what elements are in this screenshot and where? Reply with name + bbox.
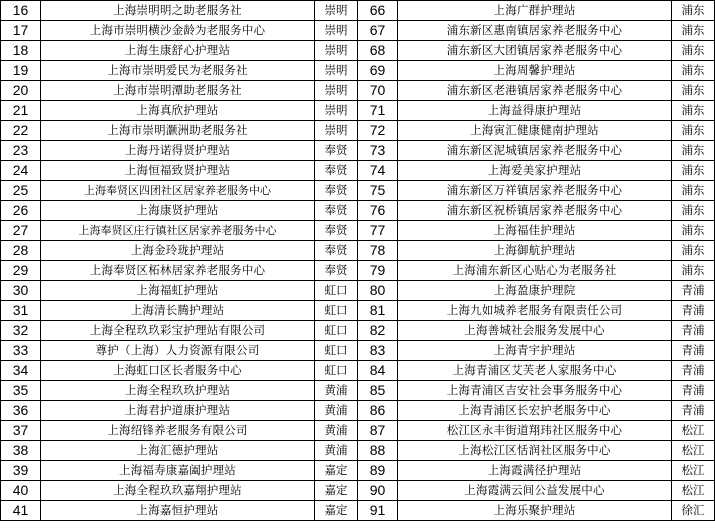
table-row [1, 61, 715, 81]
table-body [1, 1, 715, 521]
right-provider-name-cell: 上海寅汇健康健南护理站 [398, 121, 672, 141]
right-row-number-cell: 88 [358, 441, 398, 461]
right-provider-name-cell: 上海善城社会服务发展中心 [398, 321, 672, 341]
table-row [1, 41, 715, 61]
left-provider-name-cell: 上海真欣护理站 [41, 101, 315, 121]
right-district-cell: 浦东 [672, 41, 715, 61]
left-provider-name-cell: 上海虹口区长者服务中心 [41, 361, 315, 381]
right-district-cell: 浦东 [672, 201, 715, 221]
right-row-number-cell: 83 [358, 341, 398, 361]
right-row-number-cell: 87 [358, 421, 398, 441]
table-row [1, 401, 715, 421]
left-row-number-cell: 25 [1, 181, 41, 201]
left-district-cell: 崇明 [315, 61, 358, 81]
left-row-number-cell: 36 [1, 401, 41, 421]
right-district-cell: 浦东 [672, 261, 715, 281]
right-row-number-cell: 69 [358, 61, 398, 81]
left-row-number-cell: 18 [1, 41, 41, 61]
left-provider-name-cell: 上海崇明明之助老服务社 [41, 1, 315, 21]
table-row [1, 221, 715, 241]
left-provider-name-cell: 上海君护道康护理站 [41, 401, 315, 421]
table-row [1, 121, 715, 141]
right-row-number-cell: 82 [358, 321, 398, 341]
left-district-cell: 奉贤 [315, 241, 358, 261]
right-row-number-cell: 76 [358, 201, 398, 221]
table-row [1, 1, 715, 21]
right-provider-name-cell: 上海御航护理站 [398, 241, 672, 261]
right-row-number-cell: 74 [358, 161, 398, 181]
left-district-cell: 虹口 [315, 341, 358, 361]
right-provider-name-cell: 上海霞满径护理站 [398, 461, 672, 481]
right-row-number-cell: 70 [358, 81, 398, 101]
left-provider-name-cell: 上海福虹护理站 [41, 281, 315, 301]
right-provider-name-cell: 上海松江区恬润社区服务中心 [398, 441, 672, 461]
left-provider-name-cell: 上海福寿康嘉阖护理站 [41, 461, 315, 481]
left-row-number-cell: 30 [1, 281, 41, 301]
right-district-cell: 青浦 [672, 381, 715, 401]
right-district-cell: 青浦 [672, 301, 715, 321]
right-provider-name-cell: 上海青浦区吉安社会事务服务中心 [398, 381, 672, 401]
left-district-cell: 崇明 [315, 81, 358, 101]
right-district-cell: 浦东 [672, 121, 715, 141]
left-provider-name-cell: 上海奉贤区庄行镇社区居家养老服务中心 [41, 221, 315, 241]
table-row [1, 161, 715, 181]
right-provider-name-cell: 上海乐聚护理站 [398, 501, 672, 521]
table-row [1, 201, 715, 221]
right-row-number-cell: 66 [358, 1, 398, 21]
left-district-cell: 黄浦 [315, 401, 358, 421]
left-row-number-cell: 21 [1, 101, 41, 121]
table-row [1, 261, 715, 281]
left-row-number-cell: 23 [1, 141, 41, 161]
right-district-cell: 浦东 [672, 221, 715, 241]
table-row [1, 101, 715, 121]
left-provider-name-cell: 上海奉贤区四团社区居家养老服务中心 [41, 181, 315, 201]
left-provider-name-cell: 上海市崇明潭助老服务社 [41, 81, 315, 101]
right-row-number-cell: 81 [358, 301, 398, 321]
left-district-cell: 嘉定 [315, 481, 358, 501]
left-row-number-cell: 40 [1, 481, 41, 501]
right-provider-name-cell: 浦东新区大团镇居家养老服务中心 [398, 41, 672, 61]
left-district-cell: 崇明 [315, 21, 358, 41]
left-provider-name-cell: 上海全程玖玖嘉翔护理站 [41, 481, 315, 501]
left-row-number-cell: 17 [1, 21, 41, 41]
left-row-number-cell: 34 [1, 361, 41, 381]
table-row [1, 241, 715, 261]
left-provider-name-cell: 上海清长腾护理站 [41, 301, 315, 321]
right-row-number-cell: 79 [358, 261, 398, 281]
right-provider-name-cell: 上海爱美家护理站 [398, 161, 672, 181]
right-row-number-cell: 78 [358, 241, 398, 261]
right-district-cell: 浦东 [672, 241, 715, 261]
left-district-cell: 奉贤 [315, 181, 358, 201]
right-provider-name-cell: 上海青浦区长宏护老服务中心 [398, 401, 672, 421]
left-district-cell: 黄浦 [315, 441, 358, 461]
right-district-cell: 青浦 [672, 361, 715, 381]
table-row [1, 321, 715, 341]
table-row [1, 341, 715, 361]
right-provider-name-cell: 上海九如城养老服务有限责任公司 [398, 301, 672, 321]
left-row-number-cell: 24 [1, 161, 41, 181]
right-district-cell: 浦东 [672, 1, 715, 21]
left-provider-name-cell: 上海奉贤区柘林居家养老服务中心 [41, 261, 315, 281]
right-provider-name-cell: 浦东新区泥城镇居家养老服务中心 [398, 141, 672, 161]
left-row-number-cell: 37 [1, 421, 41, 441]
right-row-number-cell: 73 [358, 141, 398, 161]
right-provider-name-cell: 上海益得康护理站 [398, 101, 672, 121]
left-district-cell: 奉贤 [315, 261, 358, 281]
right-district-cell: 青浦 [672, 321, 715, 341]
left-provider-name-cell: 上海金玲珑护理站 [41, 241, 315, 261]
table-row [1, 421, 715, 441]
right-provider-name-cell: 浦东新区惠南镇居家养老服务中心 [398, 21, 672, 41]
left-district-cell: 嘉定 [315, 461, 358, 481]
left-district-cell: 黄浦 [315, 421, 358, 441]
left-district-cell: 虹口 [315, 321, 358, 341]
table-row [1, 21, 715, 41]
right-row-number-cell: 80 [358, 281, 398, 301]
right-provider-name-cell: 浦东新区万祥镇居家养老服务中心 [398, 181, 672, 201]
left-district-cell: 崇明 [315, 101, 358, 121]
left-row-number-cell: 29 [1, 261, 41, 281]
right-provider-name-cell: 松江区永丰街道翔玮社区服务中心 [398, 421, 672, 441]
table-row [1, 441, 715, 461]
left-district-cell: 奉贤 [315, 221, 358, 241]
right-district-cell: 徐汇 [672, 501, 715, 521]
left-provider-name-cell: 上海市崇明横沙金龄为老服务中心 [41, 21, 315, 41]
left-row-number-cell: 31 [1, 301, 41, 321]
right-district-cell: 浦东 [672, 101, 715, 121]
right-provider-name-cell: 浦东新区老港镇居家养老服务中心 [398, 81, 672, 101]
right-provider-name-cell: 上海广群护理站 [398, 1, 672, 21]
left-row-number-cell: 41 [1, 501, 41, 521]
left-district-cell: 虹口 [315, 281, 358, 301]
left-provider-name-cell: 上海恒福致贤护理站 [41, 161, 315, 181]
right-provider-name-cell: 上海福佳护理站 [398, 221, 672, 241]
right-row-number-cell: 77 [358, 221, 398, 241]
right-district-cell: 浦东 [672, 161, 715, 181]
left-row-number-cell: 33 [1, 341, 41, 361]
right-provider-name-cell: 上海盈康护理院 [398, 281, 672, 301]
table-row [1, 501, 715, 521]
left-row-number-cell: 22 [1, 121, 41, 141]
right-row-number-cell: 86 [358, 401, 398, 421]
right-row-number-cell: 68 [358, 41, 398, 61]
right-row-number-cell: 71 [358, 101, 398, 121]
right-row-number-cell: 89 [358, 461, 398, 481]
right-provider-name-cell: 上海周馨护理站 [398, 61, 672, 81]
left-district-cell: 奉贤 [315, 161, 358, 181]
right-provider-name-cell: 上海浦东新区心贴心为老服务社 [398, 261, 672, 281]
right-row-number-cell: 72 [358, 121, 398, 141]
left-district-cell: 崇明 [315, 1, 358, 21]
left-district-cell: 虹口 [315, 361, 358, 381]
left-row-number-cell: 38 [1, 441, 41, 461]
table-row [1, 381, 715, 401]
right-provider-name-cell: 上海青浦区艾芙老人家服务中心 [398, 361, 672, 381]
right-district-cell: 浦东 [672, 81, 715, 101]
table-row [1, 361, 715, 381]
left-provider-name-cell: 上海汇德护理站 [41, 441, 315, 461]
right-provider-name-cell: 上海青宇护理站 [398, 341, 672, 361]
right-district-cell: 青浦 [672, 341, 715, 361]
table-row [1, 461, 715, 481]
right-district-cell: 浦东 [672, 181, 715, 201]
right-district-cell: 浦东 [672, 141, 715, 161]
left-row-number-cell: 39 [1, 461, 41, 481]
left-row-number-cell: 27 [1, 221, 41, 241]
left-district-cell: 崇明 [315, 41, 358, 61]
left-district-cell: 嘉定 [315, 501, 358, 521]
right-provider-name-cell: 上海霞满云间公益发展中心 [398, 481, 672, 501]
left-district-cell: 黄浦 [315, 381, 358, 401]
right-district-cell: 青浦 [672, 401, 715, 421]
left-provider-name-cell: 上海丹诺得贤护理站 [41, 141, 315, 161]
right-district-cell: 青浦 [672, 281, 715, 301]
right-row-number-cell: 90 [358, 481, 398, 501]
left-row-number-cell: 26 [1, 201, 41, 221]
right-row-number-cell: 84 [358, 361, 398, 381]
left-provider-name-cell: 上海全程玖玖护理站 [41, 381, 315, 401]
table-row [1, 81, 715, 101]
left-row-number-cell: 32 [1, 321, 41, 341]
left-provider-name-cell: 上海市崇明灏洲助老服务社 [41, 121, 315, 141]
left-provider-name-cell: 尊护（上海）人力资源有限公司 [41, 341, 315, 361]
left-district-cell: 虹口 [315, 301, 358, 321]
left-district-cell: 崇明 [315, 121, 358, 141]
left-provider-name-cell: 上海市崇明爱民为老服务社 [41, 61, 315, 81]
right-row-number-cell: 85 [358, 381, 398, 401]
left-district-cell: 奉贤 [315, 201, 358, 221]
table-row [1, 281, 715, 301]
left-district-cell: 奉贤 [315, 141, 358, 161]
right-district-cell: 松江 [672, 441, 715, 461]
table-row [1, 481, 715, 501]
right-district-cell: 松江 [672, 481, 715, 501]
left-provider-name-cell: 上海嘉恒护理站 [41, 501, 315, 521]
table-row [1, 141, 715, 161]
left-row-number-cell: 35 [1, 381, 41, 401]
left-row-number-cell: 16 [1, 1, 41, 21]
left-provider-name-cell: 上海全程玖玖彩宝护理站有限公司 [41, 321, 315, 341]
left-row-number-cell: 20 [1, 81, 41, 101]
left-row-number-cell: 19 [1, 61, 41, 81]
left-row-number-cell: 28 [1, 241, 41, 261]
table-row [1, 181, 715, 201]
right-district-cell: 松江 [672, 461, 715, 481]
left-provider-name-cell: 上海生康舒心护理站 [41, 41, 315, 61]
right-row-number-cell: 75 [358, 181, 398, 201]
left-provider-name-cell: 上海康贤护理站 [41, 201, 315, 221]
right-row-number-cell: 91 [358, 501, 398, 521]
right-row-number-cell: 67 [358, 21, 398, 41]
left-provider-name-cell: 上海绍锋养老服务有限公司 [41, 421, 315, 441]
right-district-cell: 浦东 [672, 21, 715, 41]
right-district-cell: 浦东 [672, 61, 715, 81]
table-row [1, 301, 715, 321]
right-provider-name-cell: 浦东新区祝桥镇居家养老服务中心 [398, 201, 672, 221]
right-district-cell: 松江 [672, 421, 715, 441]
